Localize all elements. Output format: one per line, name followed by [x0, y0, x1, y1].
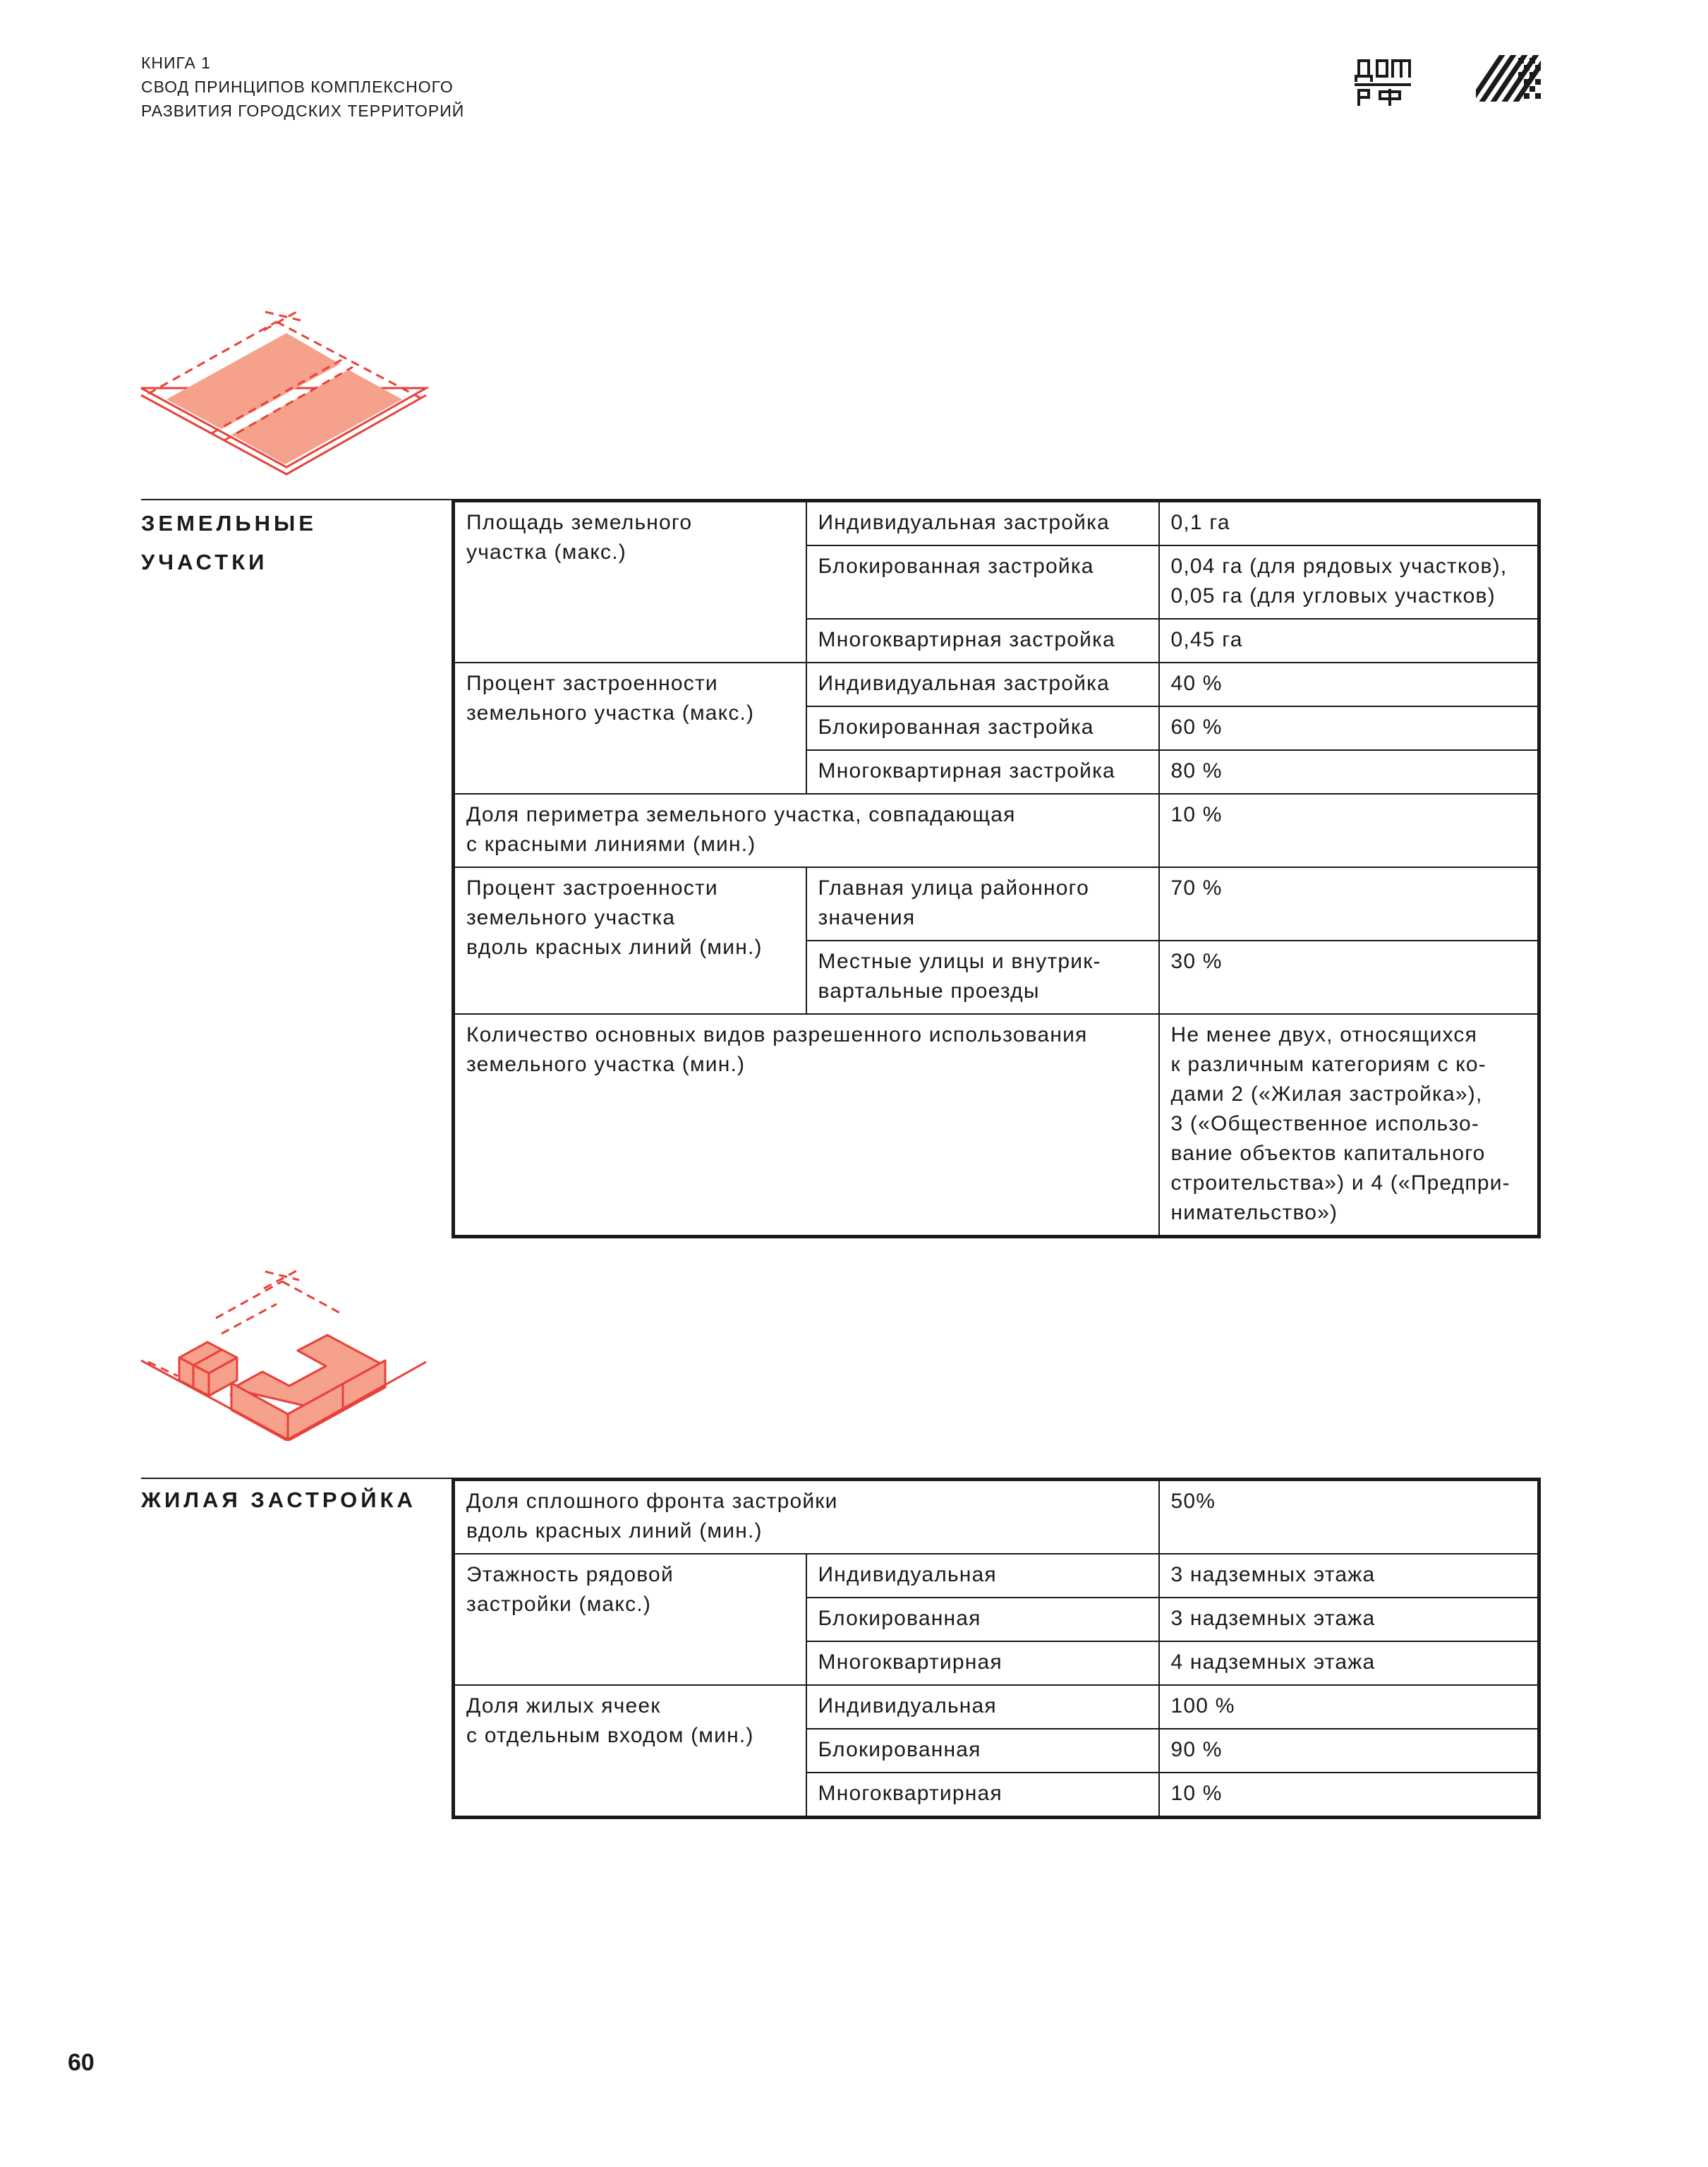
table-row: [454, 663, 1539, 706]
subcategory-cell: Блокированная: [806, 1598, 1159, 1641]
land-plots-table: [452, 499, 1541, 1238]
header-line: СВОД ПРИНЦИПОВ КОМПЛЕКСНОГО: [141, 78, 454, 96]
subcategory-cell: Многоквартирная застройка: [806, 619, 1159, 663]
value-cell: 0,45 га: [1159, 619, 1539, 663]
table-row: [454, 794, 1539, 867]
row-header: Доля сплошного фронта застройки вдоль красных линий (мин.): [454, 1480, 1159, 1555]
subcategory-cell: Индивидуальная застройка: [806, 663, 1159, 706]
land-plots-icon: [138, 305, 429, 481]
page-number: 60: [68, 2049, 95, 2076]
section-title-residential: ЖИЛАЯ ЗАСТРОЙКА: [141, 1487, 416, 1512]
table-row: [454, 1554, 1539, 1598]
subcategory-cell: Многоквартирная: [806, 1641, 1159, 1685]
value-cell: 90 %: [1159, 1729, 1539, 1773]
value-cell: 3 надземных этажа: [1159, 1598, 1539, 1641]
table-row: [454, 1480, 1539, 1555]
striped-square-logo: [1476, 55, 1541, 102]
subcategory-cell: Многоквартирная застройка: [806, 750, 1159, 794]
row-header: Этажность рядовой застройки (макс.): [454, 1554, 806, 1685]
subcategory-cell: Местные улицы и внутрик- вартальные проезды: [806, 941, 1159, 1014]
value-cell: 100 %: [1159, 1685, 1539, 1729]
value-cell: 40 %: [1159, 663, 1539, 706]
subcategory-cell: Индивидуальная застройка: [806, 501, 1159, 546]
value-cell: 0,04 га (для рядовых участков), 0,05 га (для угловых участков): [1159, 545, 1539, 619]
value-cell: 0,1 га: [1159, 501, 1539, 546]
subcategory-cell: Блокированная застройка: [806, 545, 1159, 619]
subcategory-cell: Многоквартирная: [806, 1773, 1159, 1818]
residential-table: [452, 1478, 1541, 1819]
subcategory-cell: Индивидуальная: [806, 1685, 1159, 1729]
row-header: Процент застроенности земельного участка вдоль красных линий (мин.): [454, 867, 806, 1014]
row-header: Доля периметра земельного участка, совпадающая с красными линиями (мин.): [454, 794, 1159, 867]
value-cell: 50%: [1159, 1480, 1539, 1555]
row-header: Площадь земельного участка (макс.): [454, 501, 806, 663]
table-row: [454, 1685, 1539, 1729]
value-cell: 10 %: [1159, 1773, 1539, 1818]
section-divider: [141, 499, 452, 500]
header-line: КНИГА 1: [141, 54, 211, 72]
value-cell: 80 %: [1159, 750, 1539, 794]
section-title-land-plots: ЗЕМЕЛЬНЫЕ УЧАСТКИ: [141, 511, 317, 574]
book-header: [141, 51, 464, 123]
row-header: Процент застроенности земельного участка (макс.): [454, 663, 806, 794]
dom-rf-logo: [1355, 55, 1411, 106]
value-cell: 70 %: [1159, 867, 1539, 941]
value-cell: 30 %: [1159, 941, 1539, 1014]
value-cell: 60 %: [1159, 706, 1539, 750]
subcategory-cell: Индивидуальная: [806, 1554, 1159, 1598]
table-row: [454, 867, 1539, 941]
subcategory-cell: Блокированная застройка: [806, 706, 1159, 750]
value-cell: 3 надземных этажа: [1159, 1554, 1539, 1598]
residential-buildings-icon: [138, 1257, 429, 1441]
row-header: Количество основных видов разрешенного использования земельного участка (мин.): [454, 1014, 1159, 1237]
table-row: [454, 501, 1539, 546]
subcategory-cell: Главная улица районного значения: [806, 867, 1159, 941]
row-header: Доля жилых ячеек с отдельным входом (мин.): [454, 1685, 806, 1818]
value-cell: Не менее двух, относящихся к различным категориям с ко- дами 2 («Жилая застройка»), 3 («Общественное использо- вание объектов капитального строительства») и 4 («Предпри- нимательство»): [1159, 1014, 1539, 1237]
header-line: РАЗВИТИЯ ГОРОДСКИХ ТЕРРИТОРИЙ: [141, 102, 465, 120]
value-cell: 10 %: [1159, 794, 1539, 867]
value-cell: 4 надземных этажа: [1159, 1641, 1539, 1685]
table-row: [454, 1014, 1539, 1237]
subcategory-cell: Блокированная: [806, 1729, 1159, 1773]
section-divider: [141, 1478, 452, 1479]
